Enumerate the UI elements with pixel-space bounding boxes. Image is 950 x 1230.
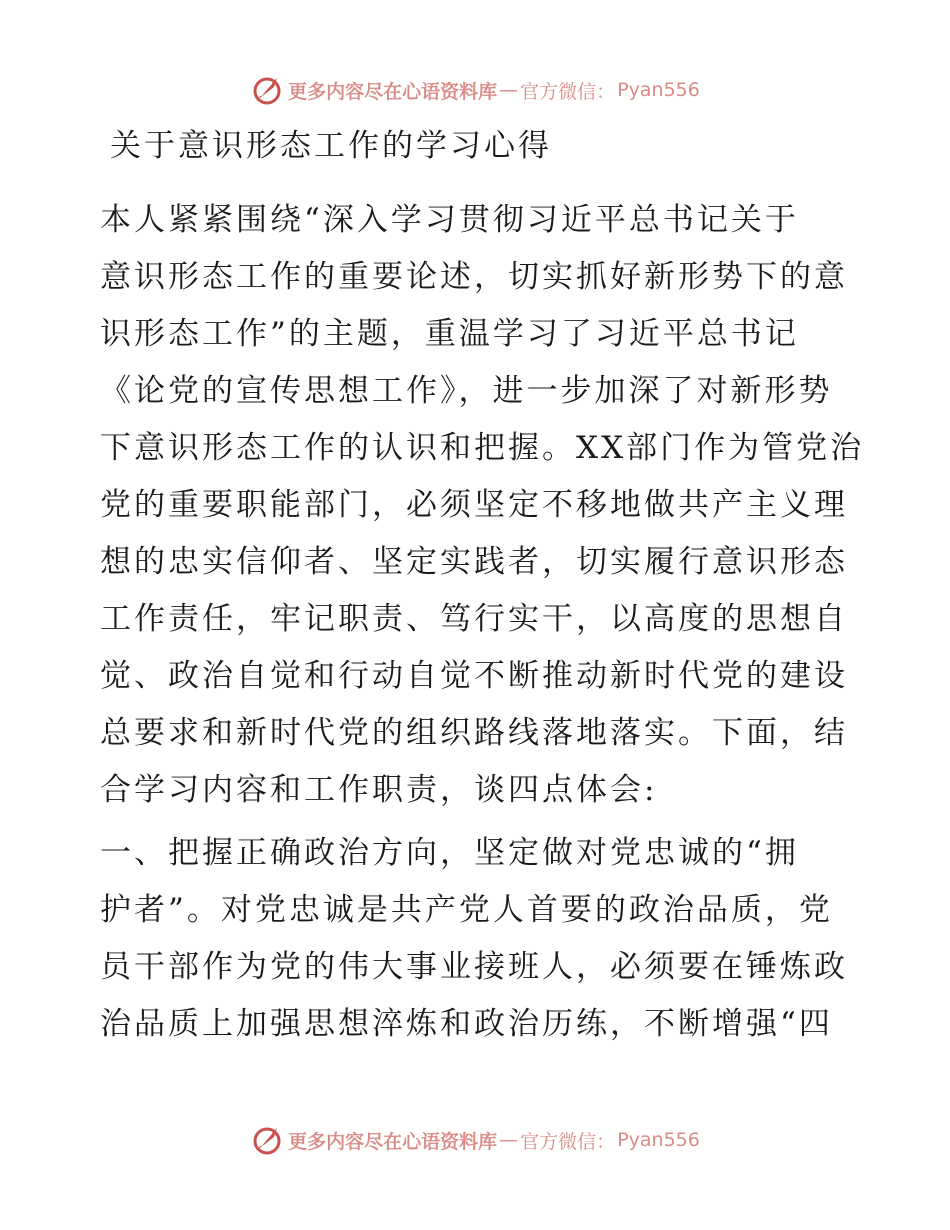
watermark-separator: —	[499, 1129, 519, 1151]
text-line: 本人紧紧围绕“深入学习贯彻习近平总书记关于	[100, 202, 799, 238]
text-line: 工作责任，牢记职责、笃行实干，以高度的思想自	[100, 601, 848, 637]
text-line: 员干部作为党的伟大事业接班人，必须要在锤炼政	[100, 949, 848, 985]
text-line: 合学习内容和工作职责，谈四点体会:	[100, 772, 658, 808]
watermark-wechat-label: 官方微信：	[520, 1130, 616, 1153]
text-line: 下意识形态工作的认识和把握。XX部门作为管党治	[100, 430, 865, 466]
footer-watermark	[0, 1120, 950, 1160]
quill-logo-icon	[250, 73, 284, 107]
watermark-site-text: 更多内容尽在心语资料库	[288, 1130, 498, 1153]
document-title: 关于意识形态工作的学习心得	[110, 128, 552, 164]
text-line: 护者”。对党忠诚是共产党人首要的政治品质，党	[100, 892, 833, 928]
paragraph-section-one	[100, 825, 852, 1053]
watermark-handle: Pyan556	[617, 1129, 700, 1151]
watermark-separator: —	[499, 79, 519, 101]
paragraph-intro	[100, 192, 865, 819]
watermark-wechat-label: 官方微信：	[520, 80, 616, 103]
text-line: 想的忠实信仰者、坚定实践者，切实履行意识形态	[100, 544, 848, 580]
header-watermark	[0, 70, 950, 110]
watermark-site-text: 更多内容尽在心语资料库	[288, 80, 498, 103]
quill-logo-icon	[250, 1123, 284, 1157]
text-line: 治品质上加强思想淬炼和政治历练，不断增强“四	[100, 1006, 833, 1042]
watermark-handle: Pyan556	[617, 79, 700, 101]
text-line: 党的重要职能部门，必须坚定不移地做共产主义理	[100, 487, 848, 523]
text-line: 《论党的宣传思想工作》，进一步加深了对新形势	[100, 373, 833, 409]
text-line: 总要求和新时代党的组织路线落地落实。下面，结	[100, 715, 848, 751]
text-line: 意识形态工作的重要论述，切实抓好新形势下的意	[100, 259, 848, 295]
text-line: 觉、政治自觉和行动自觉不断推动新时代党的建设	[100, 658, 848, 694]
text-line: 一、把握正确政治方向，坚定做对党忠诚的“拥	[100, 835, 799, 871]
text-line: 识形态工作”的主题，重温学习了习近平总书记	[100, 316, 799, 352]
